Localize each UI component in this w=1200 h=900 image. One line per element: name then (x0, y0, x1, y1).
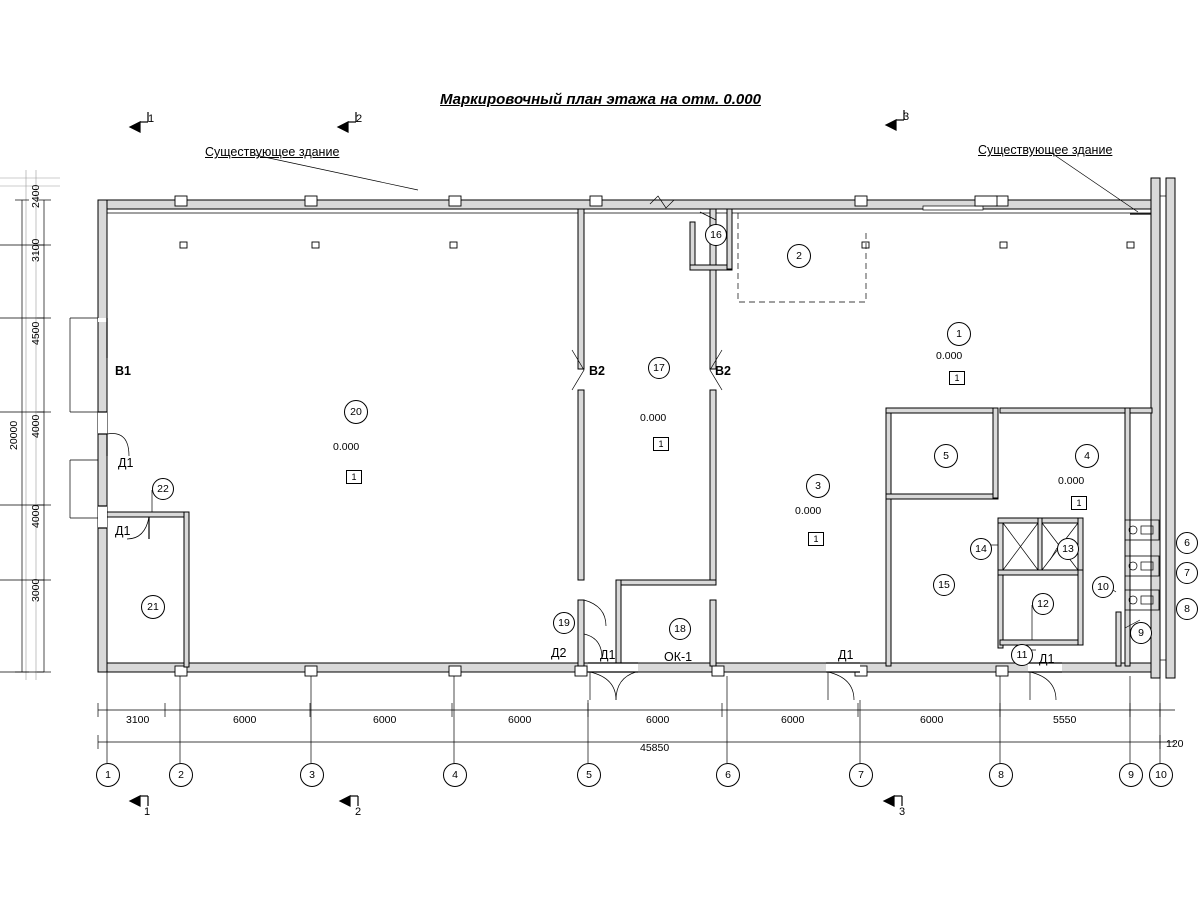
dim-bottom-8: 5550 (1053, 714, 1077, 726)
dim-bottom-total: 45850 (640, 742, 670, 754)
dim-bottom-2: 6000 (233, 714, 257, 726)
room-number-9: 9 (1130, 622, 1152, 644)
axis-bubble-3: 3 (300, 763, 324, 787)
dim-bottom-1: 3100 (126, 714, 150, 726)
opening-label-d1-right: Д1 (838, 648, 854, 662)
axis-bubble-7: 7 (849, 763, 873, 787)
dim-bottom-3: 6000 (373, 714, 397, 726)
note-existing-building-right: Существующее здание (978, 143, 1113, 157)
dim-bottom-5: 6000 (646, 714, 670, 726)
room-number-19: 19 (553, 612, 575, 634)
dim-left-total: 20000 (8, 420, 20, 450)
axis-bubble-2: 2 (169, 763, 193, 787)
room-number-11: 11 (1011, 644, 1033, 666)
room-number-4: 4 (1075, 444, 1099, 468)
elevation-value-5: 0.000 (1058, 475, 1085, 487)
room-number-18: 18 (669, 618, 691, 640)
room-number-8: 8 (1176, 598, 1198, 620)
axis-bubble-9: 9 (1119, 763, 1143, 787)
room-number-16: 16 (705, 224, 727, 246)
elevation-mark-2: 1 (346, 470, 362, 484)
room-number-10: 10 (1092, 576, 1114, 598)
axis-bubble-6: 6 (716, 763, 740, 787)
opening-label-ok1: ОК-1 (664, 650, 693, 664)
axis-bubble-10: 10 (1149, 763, 1173, 787)
room-number-3: 3 (806, 474, 830, 498)
opening-label-v2-right: В2 (715, 364, 731, 378)
elevation-mark-3: 1 (653, 437, 669, 451)
elevation-value-4: 0.000 (795, 505, 822, 517)
elevation-mark-1: 1 (949, 371, 965, 385)
elevation-value-1: 0.000 (936, 350, 963, 362)
room-number-20: 20 (344, 400, 368, 424)
elevation-mark-5: 1 (1071, 496, 1087, 510)
dim-left-3: 4500 (30, 321, 42, 345)
dim-left-2: 3100 (30, 238, 42, 262)
opening-label-d2: Д2 (551, 646, 567, 660)
elevation-mark-4: 1 (808, 532, 824, 546)
axis-bubble-1: 1 (96, 763, 120, 787)
dim-left-5: 4000 (30, 504, 42, 528)
dim-bottom-7: 6000 (920, 714, 944, 726)
room-number-14: 14 (970, 538, 992, 560)
page-title: Маркировочный план этажа на отм. 0.000 (440, 91, 761, 108)
room-number-17: 17 (648, 357, 670, 379)
dim-left-4: 4000 (30, 414, 42, 438)
axis-bubble-4: 4 (443, 763, 467, 787)
section-mark-2-top: 2 (356, 113, 363, 125)
room-number-13: 13 (1057, 538, 1079, 560)
room-number-21: 21 (141, 595, 165, 619)
section-mark-3-top: 3 (903, 111, 910, 123)
section-mark-2-bottom: 2 (355, 806, 362, 818)
room-number-1: 1 (947, 322, 971, 346)
section-mark-1-top: 1 (148, 113, 155, 125)
dim-bottom-4: 6000 (508, 714, 532, 726)
dim-left-6: 3000 (30, 578, 42, 602)
axis-bubble-8: 8 (989, 763, 1013, 787)
opening-label-d1-far-right: Д1 (1039, 652, 1055, 666)
opening-label-v2-left: В2 (589, 364, 605, 378)
room-number-12: 12 (1032, 593, 1054, 615)
axis-bubble-5: 5 (577, 763, 601, 787)
section-mark-3-bottom: 3 (899, 806, 906, 818)
dim-bottom-9: 120 (1166, 738, 1184, 750)
room-number-22: 22 (152, 478, 174, 500)
room-number-2: 2 (787, 244, 811, 268)
room-number-5: 5 (934, 444, 958, 468)
dim-left-1: 2400 (30, 184, 42, 208)
note-existing-building-left: Существующее здание (205, 145, 340, 159)
dim-bottom-6: 6000 (781, 714, 805, 726)
room-number-15: 15 (933, 574, 955, 596)
room-number-6: 6 (1176, 532, 1198, 554)
elevation-value-2: 0.000 (333, 441, 360, 453)
section-mark-1-bottom: 1 (144, 806, 151, 818)
opening-label-v1: В1 (115, 364, 131, 378)
room-number-7: 7 (1176, 562, 1198, 584)
opening-label-d1-left-upper: Д1 (118, 456, 134, 470)
opening-label-d1-center: Д1 (600, 648, 616, 662)
elevation-value-3: 0.000 (640, 412, 667, 424)
opening-label-d1-left-lower: Д1 (115, 524, 131, 538)
